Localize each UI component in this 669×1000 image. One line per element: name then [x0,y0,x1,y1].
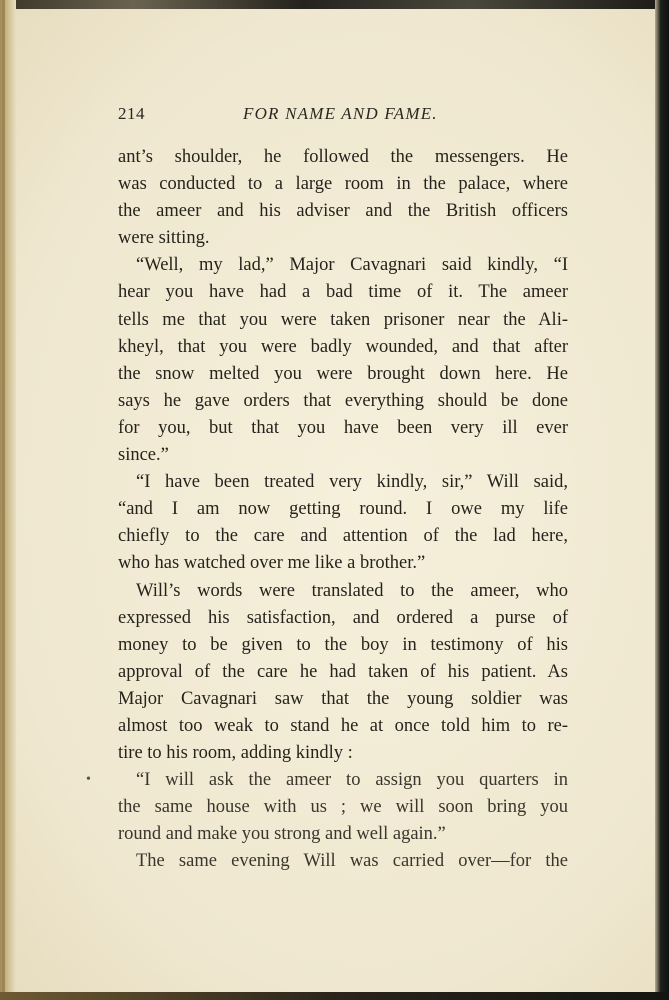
text-line: money to be given to the boy in testimony of his [118,634,568,655]
text-line: chiefly to the care and attention of the lad here, [118,526,568,547]
text-line: were sitting. [118,228,210,249]
text-line: “and I am now getting round. I owe my life [118,499,568,520]
text-line: tire to his room, adding kindly : [118,743,353,764]
text-line: almost too weak to stand he at once told him to re- [118,715,568,736]
text-line: approval of the care he had taken of his patient. As [118,661,568,682]
text-line: tells me that you were taken prisoner near the Ali- [118,309,568,330]
text-line: The same evening Will was carried over—for the [136,851,568,872]
text-line: “I will ask the ameer to assign you quarters in [136,770,568,791]
page-right-edge [655,0,669,1000]
text-line: the ameer and his adviser and the British officers [118,201,568,222]
text-line: who has watched over me like a brother.” [118,553,426,574]
text-line: the snow melted you were brought down here. He [118,363,568,384]
book-gutter [0,0,16,1000]
text-line: since.” [118,445,169,466]
body-text [118,144,568,876]
text-line: for you, but that you have been very ill ever [118,417,568,438]
margin-mark: • [86,772,91,787]
text-line: says he gave orders that everything should be done [118,390,568,411]
page-bottom-edge [0,992,669,1000]
text-line: round and make you strong and well again.” [118,824,446,845]
text-line: “Well, my lad,” Major Cavagnari said kindly, “I [136,255,568,276]
running-title: FOR NAME AND FAME. [243,104,438,123]
text-line: Major Cavagnari saw that the young soldier was [118,688,568,709]
text-line: was conducted to a large room in the palace, where [118,174,568,195]
text-line: expressed his satisfaction, and ordered a purse of [118,607,568,628]
text-line: the same house with us ; we will soon bring you [118,797,568,818]
page-top-edge [0,0,669,9]
text-line: Will’s words were translated to the ameer, who [136,580,568,601]
text-line: ant’s shoulder, he followed the messengers. He [118,147,568,167]
page-header [118,104,568,128]
text-line: hear you have had a bad time of it. The ameer [118,282,568,303]
page-number: 214 [118,104,145,123]
text-line: kheyl, that you were badly wounded, and that after [118,336,568,357]
text-line: “I have been treated very kindly, sir,” Will said, [136,472,568,493]
